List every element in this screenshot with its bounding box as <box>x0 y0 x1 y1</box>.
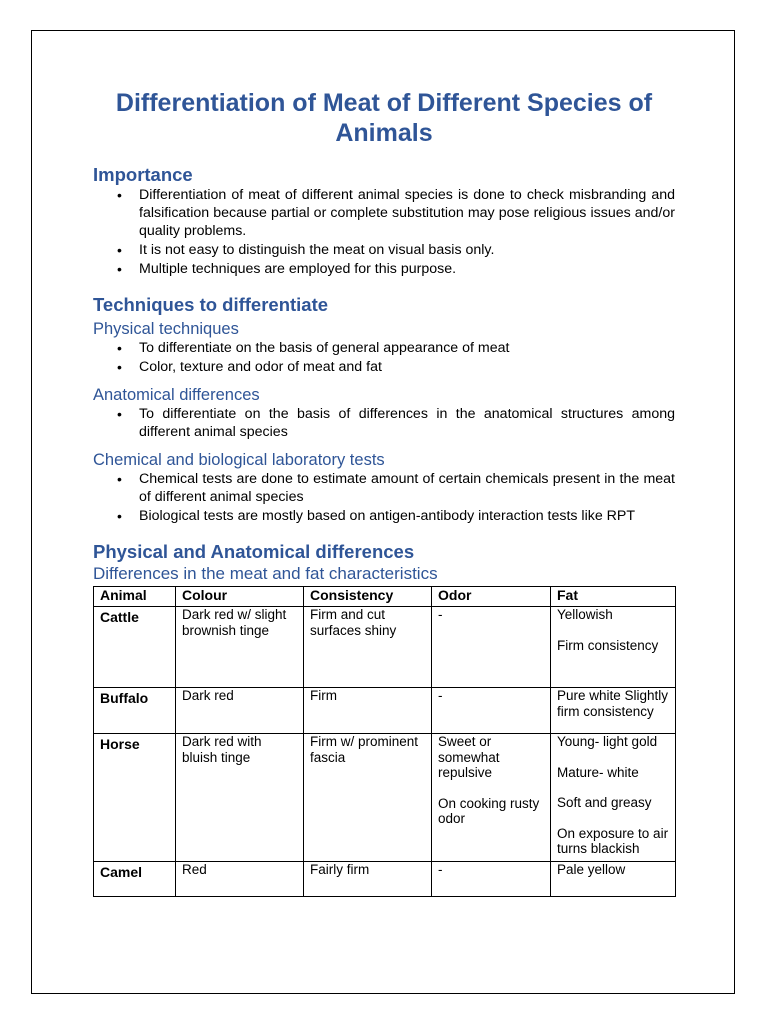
list-item: • To differentiate on the basis of general appearance of meat <box>139 339 675 357</box>
list-item: • Chemical tests are done to estimate amount of certain chemicals present in the meat of different animal species <box>139 470 675 506</box>
document-title: Differentiation of Meat of Different Species of Animals <box>115 89 653 147</box>
odor-cell <box>432 607 551 688</box>
cell-text: Dark red with bluish tinge <box>182 734 262 765</box>
importance-heading: Importance <box>93 164 193 185</box>
table-header-row <box>94 587 676 607</box>
cell-text: Dark red w/ slight brownish tinge <box>182 607 287 638</box>
animal-cell: Horse <box>94 734 176 862</box>
table-row <box>94 734 676 862</box>
column-header: Animal <box>94 587 176 607</box>
list-item: • Color, texture and odor of meat and fat <box>139 358 675 376</box>
document-body <box>93 88 675 897</box>
table-row <box>94 688 676 734</box>
cell-text: Pure white Slightly firm consistency <box>557 688 669 719</box>
physical-techniques-heading: Physical techniques <box>93 320 239 338</box>
cell-text: Sweet or somewhat repulsive <box>438 734 500 780</box>
cell-text: Young- light gold <box>557 734 658 749</box>
animal-cell: Buffalo <box>94 688 176 734</box>
cell-text: Mature- white <box>557 764 639 780</box>
cell-text: Pale yellow <box>557 862 626 877</box>
list-item: • Differentiation of meat of different animal species is done to check misbranding and falsification because partial or complete substitution may pose religious issues and/or quality problems. <box>139 186 675 240</box>
odor-cell <box>432 862 551 897</box>
animal-cell: Cattle <box>94 607 176 688</box>
consistency-cell <box>304 607 432 688</box>
cell-text: Firm w/ prominent fascia <box>310 734 419 765</box>
anatomical-differences-list <box>93 405 675 441</box>
fat-cell <box>551 734 676 862</box>
colour-cell <box>176 862 304 897</box>
cell-text: On exposure to air turns blackish <box>557 825 669 856</box>
cell-text: Soft and greasy <box>557 795 652 810</box>
list-item: • To differentiate on the basis of differences in the anatomical structures among different animal species <box>139 405 675 441</box>
consistency-cell <box>304 688 432 734</box>
odor-cell <box>432 688 551 734</box>
column-header: Consistency <box>304 587 432 607</box>
cell-text: Dark red <box>182 688 234 703</box>
laboratory-tests-list <box>93 470 675 525</box>
fat-cell <box>551 688 676 734</box>
colour-cell <box>176 734 304 862</box>
cell-text: Firm consistency <box>557 637 659 653</box>
consistency-cell <box>304 862 432 897</box>
odor-cell <box>432 734 551 862</box>
meat-differences-table <box>93 586 676 897</box>
techniques-heading: Techniques to differentiate <box>93 294 329 315</box>
animal-cell: Camel <box>94 862 176 897</box>
list-item: • Biological tests are mostly based on antigen-antibody interaction tests like RPT <box>139 507 675 525</box>
colour-cell <box>176 688 304 734</box>
column-header: Colour <box>176 587 304 607</box>
list-item: • It is not easy to distinguish the meat on visual basis only. <box>139 241 675 259</box>
cell-text: On cooking rusty odor <box>438 795 540 826</box>
cell-text: Yellowish <box>557 607 613 622</box>
cell-text: Red <box>182 862 207 877</box>
meat-fat-characteristics-heading: Differences in the meat and fat characteristics <box>93 564 438 583</box>
fat-cell <box>551 862 676 897</box>
anatomical-differences-heading: Anatomical differences <box>93 386 260 404</box>
cell-text: Firm <box>310 688 337 703</box>
consistency-cell <box>304 734 432 862</box>
cell-text: Fairly firm <box>310 862 370 877</box>
column-header: Odor <box>432 587 551 607</box>
cell-text: - <box>438 688 443 703</box>
list-item: • Multiple techniques are employed for this purpose. <box>139 260 675 278</box>
table-row <box>94 862 676 897</box>
cell-text: - <box>438 862 443 877</box>
column-header: Fat <box>551 587 676 607</box>
physical-anatomical-heading: Physical and Anatomical differences <box>93 541 415 562</box>
cell-text: Firm and cut surfaces shiny <box>310 607 397 638</box>
laboratory-tests-heading: Chemical and biological laboratory tests <box>93 451 385 469</box>
table-row <box>94 607 676 688</box>
importance-list <box>93 186 675 278</box>
cell-text: - <box>438 607 443 622</box>
fat-cell <box>551 607 676 688</box>
colour-cell <box>176 607 304 688</box>
physical-techniques-list <box>93 339 675 376</box>
